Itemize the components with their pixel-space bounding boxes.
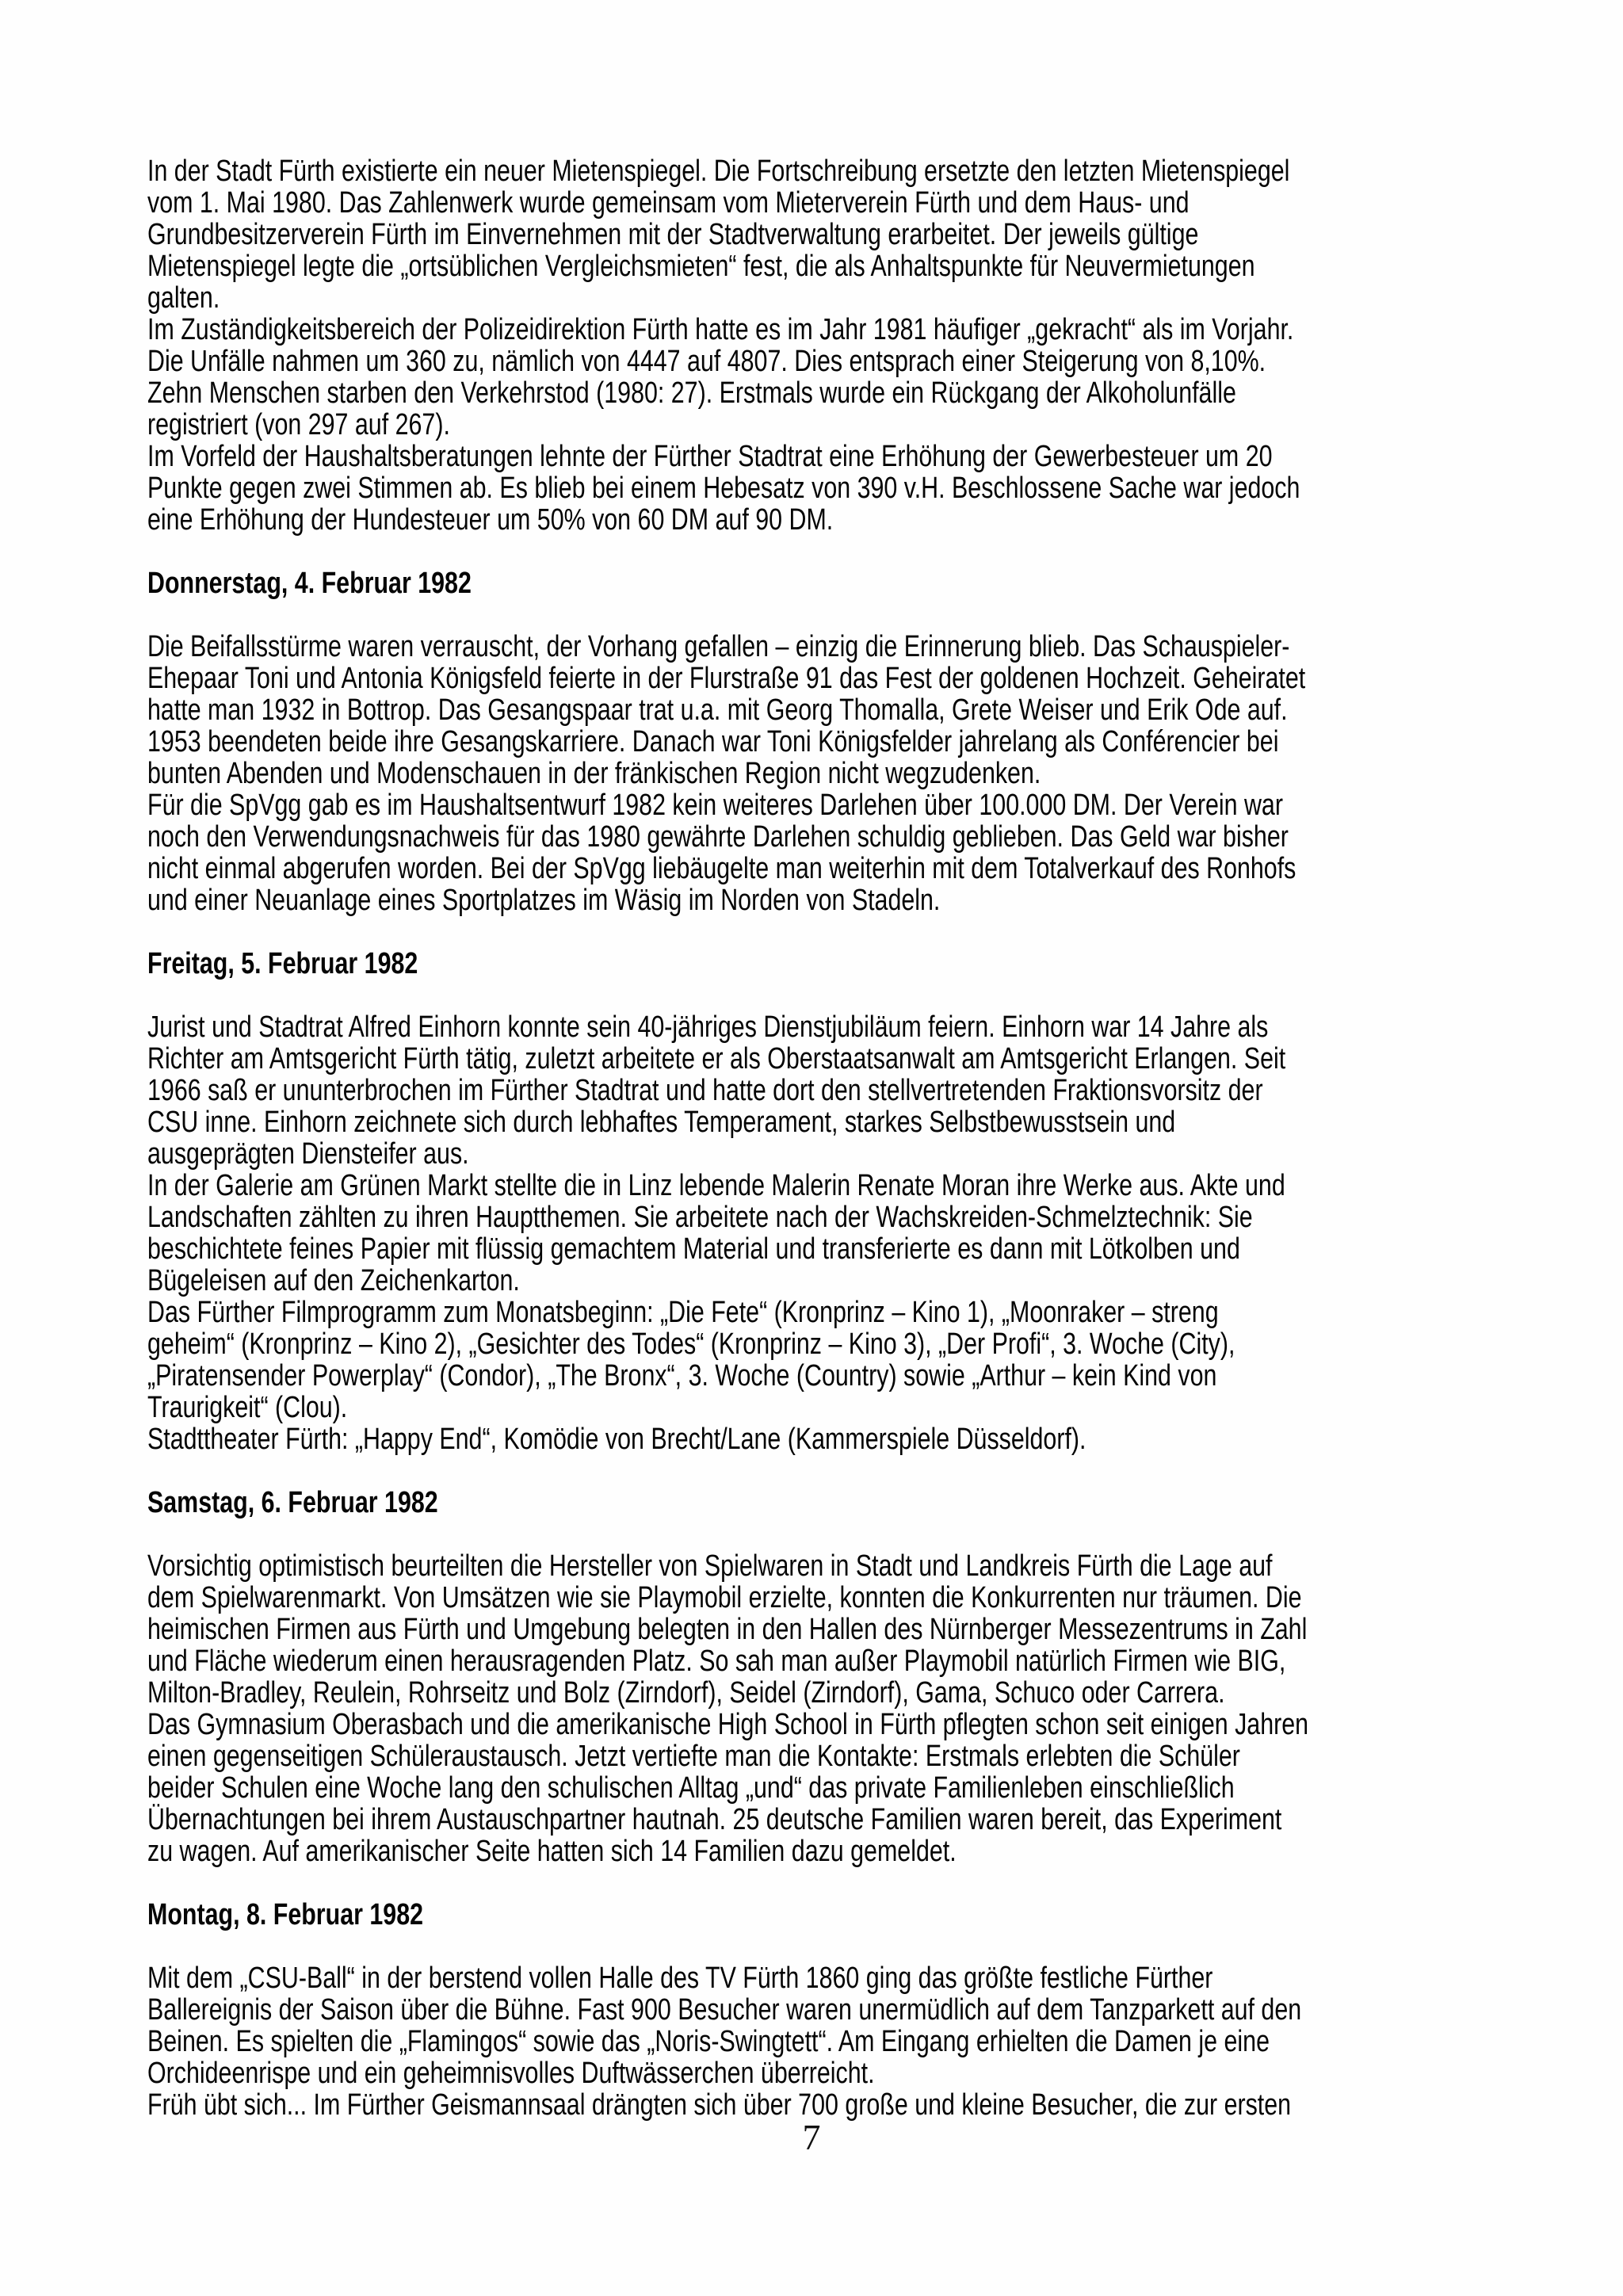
- text-line: Traurigkeit“ (Clou).: [147, 1391, 348, 1424]
- text-line: zu wagen. Auf amerikanischer Seite hatten sich 14 Familien dazu gemeldet.: [147, 1835, 957, 1868]
- text-line: registriert (von 297 auf 267).: [147, 408, 450, 441]
- text-column: [147, 155, 1491, 2121]
- text-line: vom 1. Mai 1980. Das Zahlenwerk wurde gemeinsam vom Mieterverein Fürth und dem Haus- und: [147, 186, 1190, 220]
- text-line: Ballereignis der Saison über die Bühne. Fast 900 Besucher waren unermüdlich auf dem Tanzparkett auf den: [147, 1993, 1302, 2027]
- text-line: geheim“ (Kronprinz – Kino 2), „Gesichter des Todes“ (Kronprinz – Kino 3), „Der Profi“, 3. Woche (City),: [147, 1328, 1235, 1361]
- text-line: Die Beifallsstürme waren verrauscht, der Vorhang gefallen – einzig die Erinnerung blieb. Das Schauspieler-: [147, 630, 1290, 663]
- paragraph: [147, 789, 1491, 916]
- text-line: beschichtete feines Papier mit flüssig gemachtem Material und transferierte es dann mit Lötkolben und: [147, 1232, 1240, 1266]
- text-line: und Fläche wiederum einen herausragenden Platz. So sah man außer Playmobil natürlich Firmen wie BIG,: [147, 1645, 1286, 1678]
- paragraph: [147, 1962, 1491, 2089]
- text-line: In der Galerie am Grünen Markt stellte die in Linz lebende Malerin Renate Moran ihre Werke aus. Akte und: [147, 1169, 1285, 1202]
- text-line: Milton-Bradley, Reulein, Rohrseitz und Bolz (Zirndorf), Seidel (Zirndorf), Gama, Schuco oder Carrera.: [147, 1676, 1225, 1710]
- text-line: 1966 saß er ununterbrochen im Fürther Stadtrat und hatte dort den stellvertretenden Fraktionsvorsitz der: [147, 1074, 1263, 1107]
- text-line: dem Spielwarenmarkt. Von Umsätzen wie sie Playmobil erzielte, konnten die Konkurrenten nur träumen. Die: [147, 1581, 1302, 1614]
- text-line: Das Fürther Filmprogramm zum Monatsbeginn: „Die Fete“ (Kronprinz – Kino 1), „Moonraker – streng: [147, 1296, 1219, 1329]
- page-number: 7: [802, 2117, 821, 2157]
- text-line: CSU inne. Einhorn zeichnete sich durch lebhaftes Temperament, starkes Selbstbewusstsein und: [147, 1106, 1176, 1139]
- paragraph: [147, 1170, 1491, 1297]
- text-line: und einer Neuanlage eines Sportplatzes im Wäsig im Norden von Stadeln.: [147, 884, 941, 917]
- text-line: Zehn Menschen starben den Verkehrstod (1980: 27). Erstmals wurde ein Rückgang der Alkoholunfälle: [147, 376, 1236, 410]
- text-line: noch den Verwendungsnachweis für das 1980 gewährte Darlehen schuldig geblieben. Das Geld war bisher: [147, 820, 1289, 854]
- text-line: Ehepaar Toni und Antonia Königsfeld feierte in der Flurstraße 91 das Fest der goldenen Hochzeit. Geheiratet: [147, 662, 1306, 695]
- text-line: Orchideenrispe und ein geheimnisvolles Duftwässerchen überreicht.: [147, 2057, 875, 2090]
- text-line: Richter am Amtsgericht Fürth tätig, zuletzt arbeitete er als Oberstaatsanwalt am Amtsgericht Erlangen. Seit: [147, 1042, 1286, 1075]
- text-line: Für die SpVgg gab es im Haushaltsentwurf 1982 kein weiteres Darlehen über 100.000 DM. Der Verein war: [147, 789, 1283, 822]
- paragraph: [147, 631, 1491, 789]
- text-line: Stadttheater Fürth: „Happy End“, Komödie von Brecht/Lane (Kammerspiele Düsseldorf).: [147, 1423, 1086, 1456]
- text-line: Beinen. Es spielten die „Flamingos“ sowie das „Noris-Swingtett“. Am Eingang erhielten die Damen je eine: [147, 2025, 1270, 2058]
- paragraph: [147, 441, 1491, 536]
- paragraph: [147, 314, 1491, 441]
- text-line: Im Zuständigkeitsbereich der Polizeidirektion Fürth hatte es im Jahr 1981 häufiger „gekracht“ als im Vorjahr.: [147, 313, 1294, 346]
- paragraph: [147, 1423, 1491, 1455]
- text-line: Landschaften zählten zu ihren Hauptthemen. Sie arbeitete nach der Wachskreiden-Schmelztechnik: Sie: [147, 1201, 1253, 1234]
- text-line: Übernachtungen bei ihrem Austauschpartner hautnah. 25 deutsche Familien waren bereit, das Experiment: [147, 1803, 1282, 1836]
- section-heading: Samstag, 6. Februar 1982: [147, 1486, 438, 1519]
- text-line: Bügeleisen auf den Zeichenkarton.: [147, 1264, 520, 1297]
- paragraph: [147, 1011, 1491, 1170]
- text-line: Grundbesitzerverein Fürth im Einvernehmen mit der Stadtverwaltung erarbeitet. Der jeweils gültige: [147, 218, 1199, 251]
- text-line: Mietenspiegel legte die „ortsüblichen Vergleichsmieten“ fest, die als Anhaltspunkte für Neuvermietungen: [147, 250, 1255, 283]
- text-line: Vorsichtig optimistisch beurteilten die Hersteller von Spielwaren in Stadt und Landkreis Fürth die Lage auf: [147, 1549, 1273, 1583]
- text-line: ausgeprägten Diensteifer aus.: [147, 1137, 469, 1171]
- text-line: Mit dem „CSU-Ball“ in der berstend vollen Halle des TV Fürth 1860 ging das größte festliche Fürther: [147, 1962, 1213, 1995]
- text-line: „Piratensender Powerplay“ (Condor), „The Bronx“, 3. Woche (Country) sowie „Arthur – kein Kind von: [147, 1359, 1217, 1392]
- text-line: Die Unfälle nahmen um 360 zu, nämlich von 4447 auf 4807. Dies entsprach einer Steigerung von 8,10%.: [147, 345, 1266, 378]
- text-line: beider Schulen eine Woche lang den schulischen Alltag „und“ das private Familienleben einschließlich: [147, 1771, 1235, 1805]
- section-heading: Montag, 8. Februar 1982: [147, 1898, 424, 1931]
- text-line: nicht einmal abgerufen worden. Bei der SpVgg liebäugelte man weiterhin mit dem Totalverkauf des Ronhofs: [147, 852, 1296, 885]
- text-line: Das Gymnasium Oberasbach und die amerikanische High School in Fürth pflegten schon seit einigen Jahren: [147, 1708, 1309, 1741]
- paragraph: [147, 1550, 1491, 1709]
- text-line: Jurist und Stadtrat Alfred Einhorn konnte sein 40-jähriges Dienstjubiläum feiern. Einhorn war 14 Jahre als: [147, 1010, 1269, 1044]
- paragraph: [147, 1297, 1491, 1423]
- text-line: heimischen Firmen aus Fürth und Umgebung belegten in den Hallen des Nürnberger Messezentrums in Zahl: [147, 1613, 1308, 1646]
- text-line: 1953 beendeten beide ihre Gesangskarriere. Danach war Toni Königsfelder jahrelang als Conférencier bei: [147, 725, 1279, 758]
- section-heading: Donnerstag, 4. Februar 1982: [147, 567, 472, 600]
- text-line: bunten Abenden und Modenschauen in der fränkischen Region nicht wegzudenken.: [147, 757, 1041, 790]
- paragraph: [147, 2089, 1491, 2121]
- text-line: Im Vorfeld der Haushaltsberatungen lehnte der Fürther Stadtrat eine Erhöhung der Gewerbesteuer um 20: [147, 440, 1273, 473]
- text-line: In der Stadt Fürth existierte ein neuer Mietenspiegel. Die Fortschreibung ersetzte den letzten Mietenspiegel: [147, 155, 1290, 188]
- text-line: eine Erhöhung der Hundesteuer um 50% von 60 DM auf 90 DM.: [147, 503, 834, 537]
- text-line: Punkte gegen zwei Stimmen ab. Es blieb bei einem Hebesatz von 390 v.H. Beschlossene Sache war jedoch: [147, 472, 1300, 505]
- text-line: Früh übt sich... Im Fürther Geismannsaal drängten sich über 700 große und kleine Besucher, die zur ersten: [147, 2088, 1292, 2122]
- paragraph: [147, 1709, 1491, 1867]
- section-heading: Freitag, 5. Februar 1982: [147, 947, 418, 980]
- text-line: einen gegenseitigen Schüleraustausch. Jetzt vertiefte man die Kontakte: Erstmals erlebten die Schüler: [147, 1740, 1240, 1773]
- text-line: galten.: [147, 281, 220, 315]
- paragraph: [147, 155, 1491, 314]
- text-line: hatte man 1932 in Bottrop. Das Gesangspaar trat u.a. mit Georg Thomalla, Grete Weiser und Erik Ode auf.: [147, 693, 1288, 727]
